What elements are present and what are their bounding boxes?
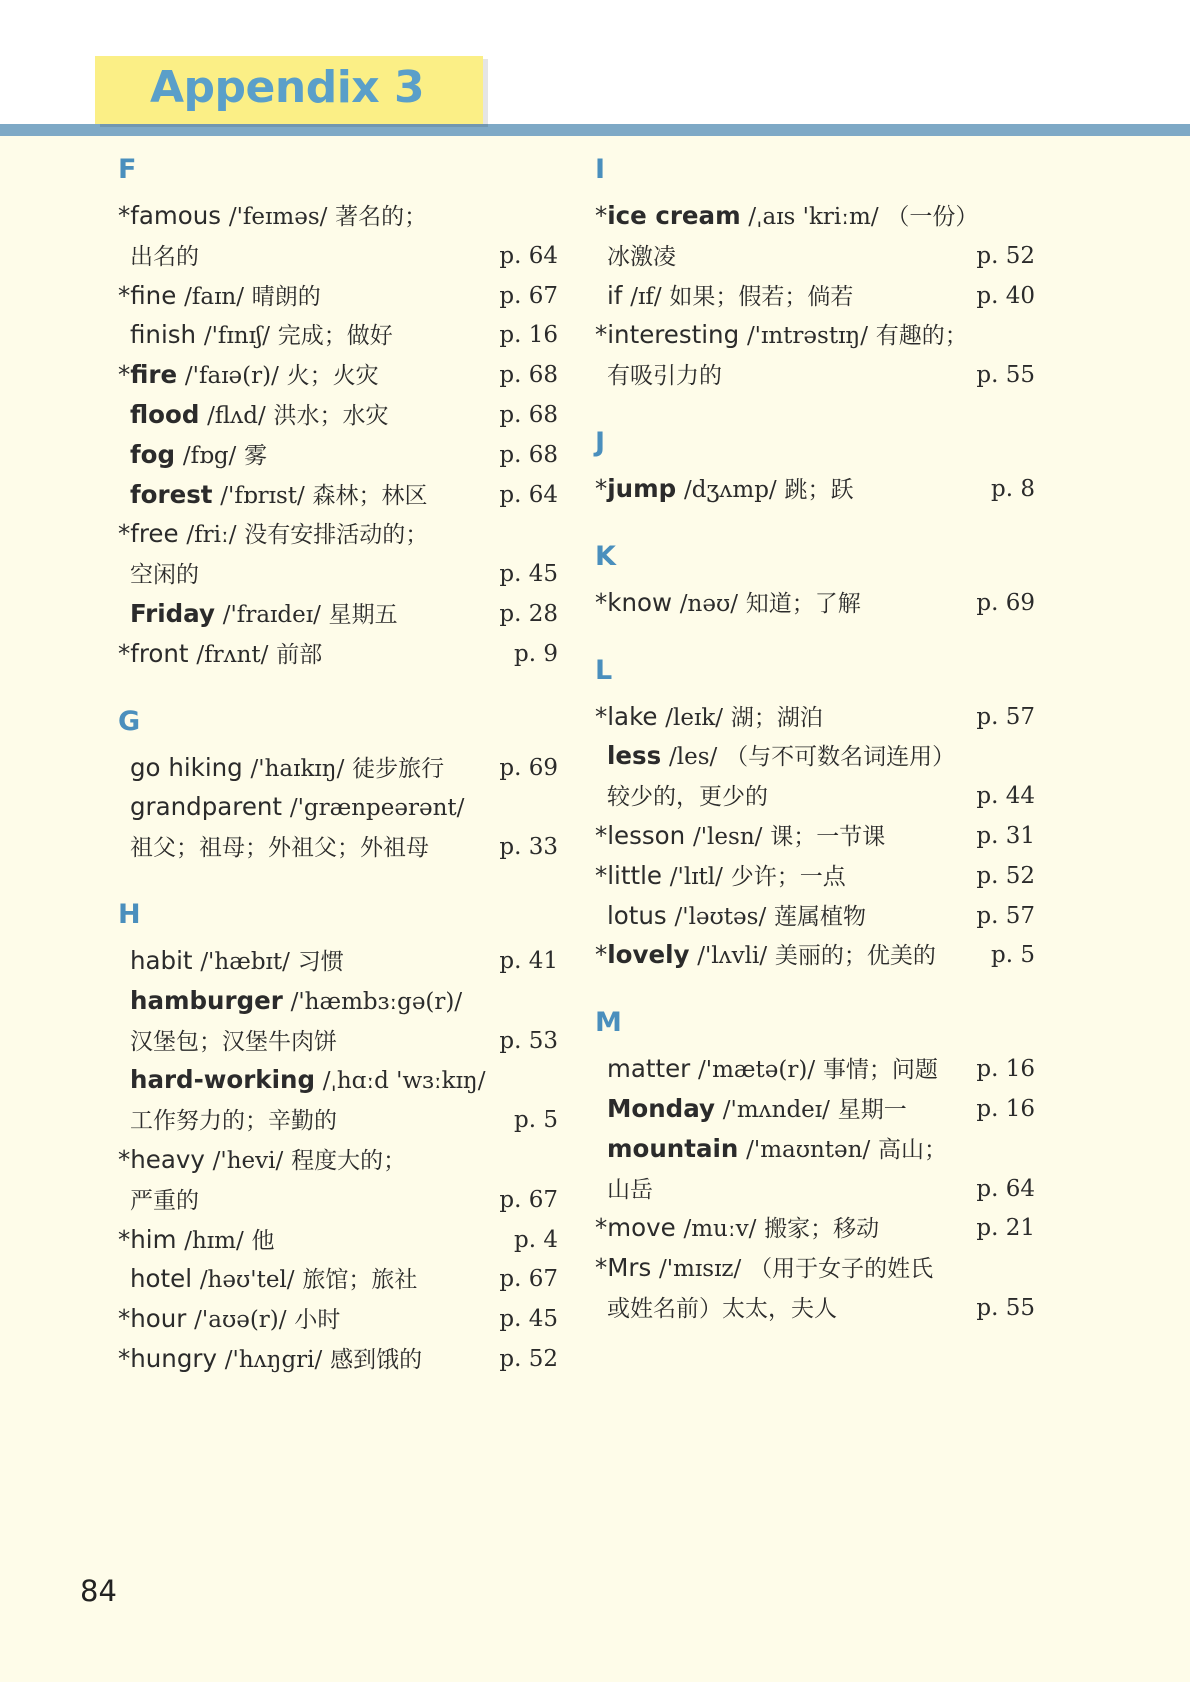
glossary-entry [118,355,558,395]
section-k [595,537,1035,651]
pronunciation: /'faɪə(r)/ [184,363,279,390]
chinese-meaning: 火；火灾 [286,363,379,390]
entry-text [130,941,344,982]
entry-text [118,634,322,675]
glossary-entry [118,748,558,788]
page-reference: p. 45 [499,561,558,588]
entry-text [607,736,955,777]
chinese-meaning: 他 [251,1227,275,1254]
headword: less [607,741,662,771]
entry-text [607,1049,938,1090]
chinese-meaning: （一份） [886,204,979,230]
glossary-entry [118,435,558,475]
pronunciation: /'feɪməs/ [228,204,328,230]
entry-text [595,315,968,356]
entry-text [118,514,428,555]
glossary-entry [595,1129,1035,1169]
chinese-meaning: （与不可数名词连用） [725,744,956,771]
chinese-meaning: 空闲的 [130,562,199,589]
page-reference: p. 41 [499,947,558,974]
left-column [118,150,558,1379]
page-reference: p. 57 [976,902,1035,929]
glossary-entry [595,697,1035,737]
chinese-meaning: 湖；湖泊 [730,704,823,731]
glossary-entry-continuation [595,355,1035,395]
section-letter: M [595,1007,622,1039]
glossary-entry [118,315,558,355]
page-reference: p. 68 [499,362,558,389]
page-reference: p. 64 [499,242,558,269]
entry-text [607,1129,947,1170]
chinese-meaning: 美丽的；优美的 [774,943,936,970]
headword: fire [130,360,178,390]
page-reference: p. 57 [976,703,1035,730]
chinese-meaning: 课；一节课 [770,823,886,850]
glossary-entry [595,1208,1035,1248]
glossary-entry-continuation [118,554,558,594]
glossary-entry [118,395,558,435]
core-word-asterisk: * [118,280,131,310]
section-f [118,150,558,702]
core-word-asterisk: * [118,519,131,549]
core-word-asterisk: * [595,1213,608,1243]
entry-text [118,1220,275,1261]
entry-text [595,816,885,857]
chinese-meaning: 前部 [276,641,323,668]
glossary-entry [118,196,558,236]
section-gap [595,395,1035,423]
entry-text [130,1021,337,1062]
entry-text [595,196,978,237]
entry-text [595,697,823,738]
chinese-meaning: 或姓名前）太太，夫人 [607,1295,837,1322]
pronunciation: /'lɪtl/ [669,863,723,890]
glossary-entry [595,816,1035,856]
page-reference: p. 9 [514,640,558,667]
chinese-meaning: 雾 [244,442,268,469]
entry-text [595,856,846,897]
chinese-meaning: 洪水；水灾 [273,402,389,429]
pronunciation: /les/ [668,744,718,771]
chinese-meaning: 搬家；移动 [764,1216,880,1243]
headword: if [607,280,623,310]
page-number: 84 [80,1574,117,1608]
headword: jump [607,473,677,503]
pronunciation: /fɒg/ [182,442,237,469]
chinese-meaning: 跳；跃 [784,476,854,503]
chinese-meaning: 星期一 [837,1096,907,1123]
page-reference: p. 69 [976,589,1035,616]
entry-text [130,435,267,476]
headword: ice cream [607,201,741,230]
pronunciation: /flʌd/ [207,402,266,429]
entry-text [607,1089,907,1130]
headword: famous [130,201,222,230]
glossary-entry [595,276,1035,316]
pronunciation: /'hæmbɜːgə(r)/ [290,988,463,1015]
entry-text [130,1180,199,1221]
section-letter: I [595,154,606,185]
glossary-entry [118,1259,558,1299]
entry-text [130,827,429,868]
chinese-meaning: 有趣的； [875,323,968,350]
section-letter: H [118,898,141,930]
headword: hamburger [130,985,283,1015]
entry-text [118,1339,422,1380]
entry-text [130,475,428,516]
entry-text [607,276,853,317]
glossary-entry [118,787,558,827]
chinese-meaning: （用于女子的姓氏 [749,1256,934,1283]
headword: lake [607,701,658,731]
core-word-asterisk: * [118,360,131,390]
entry-text [607,355,722,396]
pronunciation: /'lʌvli/ [697,943,768,970]
pronunciation: /ɪf/ [630,283,662,310]
glossary-entry [595,896,1035,936]
pronunciation: /frʌnt/ [196,641,269,668]
pronunciation: /dʒʌmp/ [683,476,777,503]
chinese-meaning: 较少的，更少的 [607,784,768,811]
glossary-entry [118,1299,558,1339]
headword: hard-working [130,1065,315,1095]
glossary-entry [595,469,1035,509]
glossary-entry-continuation [595,1288,1035,1328]
chinese-meaning: 习惯 [297,948,344,975]
headword: hotel [130,1264,193,1294]
pronunciation: /'mʌndeɪ/ [722,1096,830,1123]
pronunciation: /faɪn/ [184,283,244,310]
page-reference: p. 68 [499,401,558,428]
entry-text [607,1288,837,1329]
core-word-asterisk: * [118,1144,131,1174]
chinese-meaning: 晴朗的 [251,283,321,310]
glossary-entry [118,634,558,674]
chinese-meaning: 程度大的； [291,1147,407,1174]
pronunciation: /muːv/ [683,1216,757,1243]
core-word-asterisk: * [595,201,608,230]
page-reference: p. 67 [499,282,558,309]
chinese-meaning: 少许；一点 [730,863,846,890]
title-box [95,56,483,124]
section-letter: F [118,154,137,185]
section-gap [595,623,1035,651]
section-h [118,895,558,1379]
entry-text [595,583,861,624]
pronunciation: /friː/ [186,522,237,549]
chinese-meaning: 森林；林区 [312,482,428,509]
chinese-meaning: 感到饿的 [330,1346,423,1373]
glossary-entry [118,594,558,634]
glossary-entry [595,856,1035,896]
chinese-meaning: 祖父；祖母；外祖父；外祖母 [130,835,429,862]
core-word-asterisk: * [595,860,608,890]
entry-text [130,594,398,635]
page-reference: p. 45 [499,1306,558,1333]
core-word-asterisk: * [118,638,131,668]
page-reference: p. 5 [514,1107,558,1134]
core-word-asterisk: * [595,701,608,731]
entry-text [118,1140,406,1181]
pronunciation: /'hæbɪt/ [200,948,290,975]
entry-text [130,1259,417,1300]
headword: grandparent [130,792,283,822]
page-reference: p. 16 [499,322,558,349]
page-reference: p. 64 [976,1175,1035,1202]
chinese-meaning: 严重的 [130,1187,199,1214]
glossary-entry [118,514,558,554]
glossary-entry [118,1140,558,1180]
entry-text [118,1299,340,1340]
page-reference: p. 67 [499,1266,558,1293]
page-reference: p. 55 [976,1294,1035,1321]
page-reference: p. 28 [499,600,558,627]
glossary-entry [118,1060,558,1100]
glossary-entry [118,276,558,316]
pronunciation: /'haɪkɪŋ/ [250,755,345,782]
entry-text [607,896,866,937]
glossary-entry-continuation [118,827,558,867]
entry-text [130,1100,337,1141]
section-letter: K [595,540,616,572]
glossary-entry [118,1220,558,1260]
chinese-meaning: 山岳 [607,1176,653,1203]
pronunciation: /nəʊ/ [679,590,738,617]
core-word-asterisk: * [118,1304,131,1334]
pronunciation: /'fraɪdeɪ/ [222,601,321,628]
page-reference: p. 8 [991,475,1035,502]
headword: mountain [607,1133,739,1163]
entry-text [607,776,768,817]
page-reference: p. 52 [976,242,1035,269]
glossary-entry-continuation [118,1180,558,1220]
entry-text [595,469,853,510]
section-j [595,423,1035,537]
pronunciation: /həʊ'tel/ [199,1267,295,1294]
headword: Friday [130,598,215,628]
page-reference: p. 16 [976,1095,1035,1122]
headword: habit [130,945,193,975]
page-reference: p. 31 [976,822,1035,849]
headword: Monday [607,1093,715,1123]
entry-text [130,554,199,595]
section-i [595,150,1035,423]
glossary-entry [118,475,558,515]
glossary-entry-continuation [595,1169,1035,1209]
right-column [595,150,1035,1328]
section-g [118,702,558,895]
entry-text [130,236,199,277]
chinese-meaning: 徒步旅行 [352,755,445,782]
headword: free [130,519,179,549]
glossary-entry-continuation [595,776,1035,816]
headword: fog [130,439,176,469]
glossary-entry-continuation [118,236,558,276]
headword: Mrs [607,1253,652,1283]
section-gap [595,975,1035,1003]
chinese-meaning: 出名的 [130,243,199,270]
section-gap [595,509,1035,537]
pronunciation: /hɪm/ [184,1227,244,1254]
chinese-meaning: 有吸引力的 [607,363,722,390]
page-reference: p. 52 [499,1345,558,1372]
pronunciation: /'lesn/ [692,823,763,850]
pronunciation: /ˌaɪs 'kriːm/ [748,204,879,230]
chinese-meaning: 工作努力的；辛勤的 [130,1108,337,1135]
glossary-entry-continuation [595,236,1035,276]
core-word-asterisk: * [595,940,608,970]
headword: go hiking [130,752,243,782]
section-gap [118,674,558,702]
chinese-meaning: 没有安排活动的； [244,522,429,549]
header-rule [0,124,1190,136]
pronunciation: /ˌhɑːd 'wɜːkɪŋ/ [322,1068,486,1095]
section-l [595,651,1035,1004]
entry-text [130,748,444,789]
entry-text [607,1169,653,1210]
page-reference: p. 67 [499,1186,558,1213]
section-letter: J [595,426,606,458]
core-word-asterisk: * [118,1224,131,1254]
glossary-entry-continuation [118,1021,558,1061]
entry-text [118,355,379,396]
headword: heavy [130,1144,205,1174]
entry-text [118,276,321,317]
core-word-asterisk: * [118,1343,131,1373]
headword: move [607,1213,676,1243]
page-reference: p. 69 [499,754,558,781]
core-word-asterisk: * [595,320,608,350]
headword: little [607,860,662,890]
page-reference: p. 16 [976,1056,1035,1083]
chinese-meaning: 高山； [878,1136,948,1163]
page-reference: p. 5 [991,942,1035,969]
pronunciation: /leɪk/ [665,704,724,731]
chinese-meaning: 如果；假若；倘若 [669,283,854,310]
chinese-meaning: 冰激凌 [607,243,676,270]
entry-text [130,787,464,828]
headword: lotus [607,900,667,930]
chinese-meaning: 知道；了解 [745,590,861,617]
chinese-meaning: 完成；做好 [277,323,393,350]
pronunciation: /'hevi/ [212,1147,284,1174]
headword: matter [607,1054,691,1084]
glossary-entry [595,1089,1035,1129]
pronunciation: /'mætə(r)/ [698,1057,816,1084]
headword: lovely [607,940,690,970]
section-gap [118,867,558,895]
entry-text [118,196,427,237]
chinese-meaning: 小时 [294,1307,341,1334]
pronunciation: /'ɪntrəstɪŋ/ [746,323,868,350]
entry-text [130,315,393,356]
glossary-entry [118,981,558,1021]
chinese-meaning: 著名的； [335,204,428,230]
section-letter: G [118,705,141,737]
page-reference: p. 4 [514,1226,558,1253]
glossary-entry-continuation [118,1100,558,1140]
core-word-asterisk: * [595,1253,608,1283]
entry-text [130,981,462,1022]
page-reference: p. 64 [499,481,558,508]
core-word-asterisk: * [118,201,131,230]
core-word-asterisk: * [595,587,608,617]
page-reference: p. 68 [499,441,558,468]
pronunciation: /'fɒrɪst/ [220,482,305,509]
page-reference: p. 53 [499,1027,558,1054]
page-reference: p. 40 [976,282,1035,309]
glossary-entry [595,1049,1035,1089]
entry-text [595,1208,879,1249]
pronunciation: /'aʊə(r)/ [194,1307,287,1334]
entry-text [607,236,676,277]
page-reference: p. 21 [976,1215,1035,1242]
headword: forest [130,479,213,509]
page-reference: p. 44 [976,783,1035,810]
glossary-entry [595,935,1035,975]
glossary-entry [595,1248,1035,1288]
headword: hungry [130,1343,217,1373]
chinese-meaning: 星期五 [328,601,398,628]
pronunciation: /'maʊntən/ [746,1136,871,1163]
chinese-meaning: 汉堡包；汉堡牛肉饼 [130,1028,337,1055]
glossary-entry [595,315,1035,355]
headword: hour [130,1304,187,1334]
entry-text [595,1248,933,1289]
headword: him [130,1224,177,1254]
headword: front [130,638,189,668]
pronunciation: /'hʌŋgri/ [224,1346,323,1373]
chinese-meaning: 旅馆；旅社 [302,1267,418,1294]
section-letter: L [595,654,613,686]
page-title: Appendix 3 [150,62,425,113]
headword: interesting [607,320,740,350]
headword: fine [130,280,177,310]
page-reference: p. 55 [976,362,1035,389]
entry-text [595,935,936,976]
pronunciation: /'fɪnɪʃ/ [203,323,270,350]
page-reference: p. 33 [499,834,558,861]
glossary-entry [595,736,1035,776]
headword: know [607,587,672,617]
chinese-meaning: 莲属植物 [774,903,867,930]
glossary-entry [118,941,558,981]
headword: flood [130,399,200,429]
glossary-entry [595,196,1035,236]
glossary-entry [118,1339,558,1379]
headword: lesson [607,820,686,850]
glossary-entry [595,583,1035,623]
pronunciation: /'ləʊtəs/ [674,903,767,930]
entry-text [130,1060,486,1101]
core-word-asterisk: * [595,473,608,503]
chinese-meaning: 事情；问题 [822,1057,938,1084]
section-m [595,1003,1035,1328]
page-reference: p. 52 [976,862,1035,889]
pronunciation: /'mɪsɪz/ [659,1256,742,1283]
core-word-asterisk: * [595,820,608,850]
pronunciation: /'grænpeərənt/ [289,795,465,822]
entry-text [130,395,389,436]
headword: finish [130,320,197,350]
